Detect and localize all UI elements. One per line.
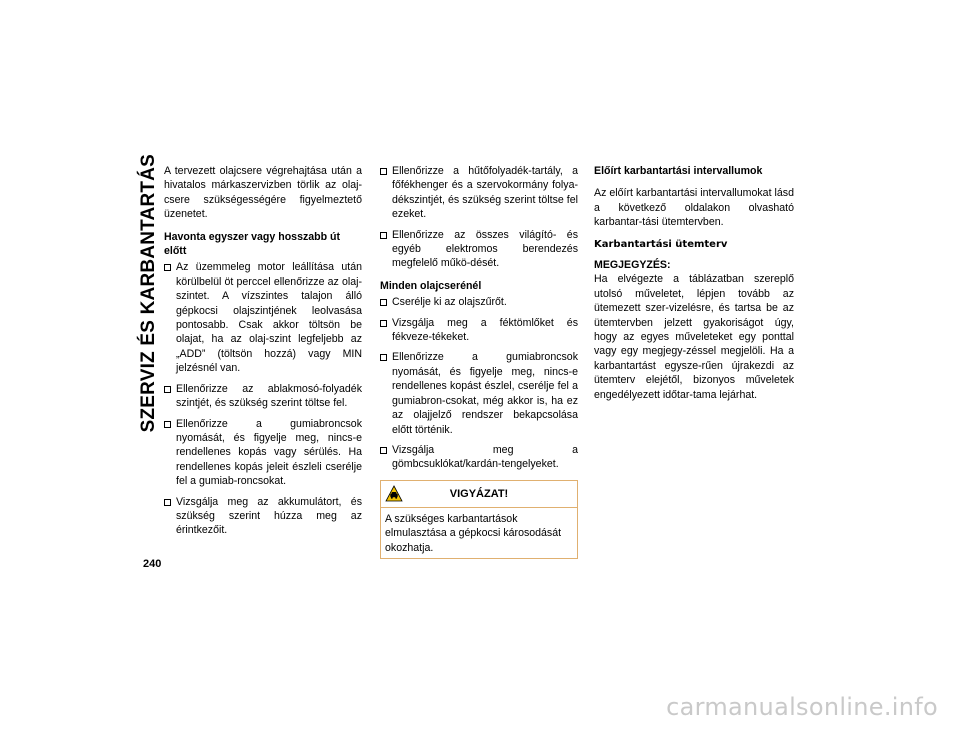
column-2 <box>380 164 578 559</box>
checkbox-icon <box>164 264 171 271</box>
monthly-heading: Havonta egyszer vagy hosszabb út előtt <box>164 230 341 258</box>
list-item: Ellenőrizze a gumiabroncsok nyomását, és figyelje meg, nincs-e rendellenes kopást észlel, cserélje fel a gumiabron-csokat, még akkor is, ha ez az olajjelző rendszer bekapcsolása előtt történik. <box>380 350 578 436</box>
list-item: Vizsgálja meg a féktömlőket és fékveze-tékeket. <box>380 316 578 345</box>
note-label: MEGJEGYZÉS: <box>594 259 671 272</box>
fluid-checklist <box>380 164 578 271</box>
column-1 <box>164 164 362 546</box>
chapter-side-title <box>137 153 160 433</box>
checkbox-icon <box>380 354 387 361</box>
checkbox-icon <box>164 386 171 393</box>
watermark: carmanualsonline.info <box>666 693 938 721</box>
list-item: Ellenőrizze az összes világító- és egyéb elektromos berendezés megfelelő műkö-dését. <box>380 228 578 271</box>
list-item: Cserélje ki az olajszűrőt. <box>380 295 578 309</box>
chapter-title-text: SZERVIZ ÉS KARBANTARTÁS <box>137 153 159 433</box>
list-item: Ellenőrizze az ablakmosó-folyadék szintjét, és szükség szerint töltse fel. <box>164 382 362 411</box>
warning-header <box>381 481 577 508</box>
checkbox-icon <box>164 499 171 506</box>
intervals-paragraph: Az előírt karbantartási intervallumokat lásd a következő oldalakon olvasható karbantar-tási ütemtervben. <box>594 187 794 229</box>
list-item: Vizsgálja meg az akkumulátort, és szükség szerint húzza meg az érintkezőit. <box>164 495 362 538</box>
checkbox-icon <box>380 320 387 327</box>
checkbox-icon <box>164 421 171 428</box>
page-number: 240 <box>143 558 162 570</box>
car-warning-icon <box>385 485 403 502</box>
oil-change-checklist <box>380 295 578 471</box>
list-item: Vizsgálja meg a gömbcsuklókat/kardán-tengelyeket. <box>380 443 578 472</box>
intervals-heading: Előírt karbantartási intervallumok <box>594 165 763 177</box>
checkbox-icon <box>380 232 387 239</box>
list-item: Ellenőrizze a gumiabroncsok nyomását, és figyelje meg, nincs-e rendellenes kopás vagy sérülés. Ha rendellenes kopás jeleit észleli cserélje fel a gumiab-roncsokat. <box>164 417 362 489</box>
checkbox-icon <box>380 447 387 454</box>
checkbox-icon <box>380 299 387 306</box>
intro-paragraph: A tervezett olajcsere végrehajtása után a hivatalos márkaszervizben törlik az olaj-csere szükségességére figyelmeztető üzenetet. <box>164 165 362 221</box>
list-item: Ellenőrizze a hűtőfolyadék-tartály, a főfékhenger és a szervokormány folya-dékszintjét, és szükség szerint töltse fel ezeket. <box>380 164 578 222</box>
warning-box <box>380 480 578 559</box>
monthly-checklist <box>164 260 362 537</box>
checkbox-icon <box>380 168 387 175</box>
note-paragraph: Ha elvégezte a táblázatban szereplő utolsó műveletet, lépjen tovább az ütemezett szer-vizelésre, és tartsa be az ütemtervben jelzett gyakoriságot úgy, hogy az egyes műveleteket egy ponttal vagy egy megjegy-zéssel megjelöli. Ha a karbantartást egysze-rűen újrakezdi az ütemterv elejétől, bizonyos műveletek engedélyezett időtar-tama lejárhat. <box>594 273 794 401</box>
column-3 <box>594 164 794 410</box>
warning-text: A szükséges karbantartások elmulasztása a gépkocsi károsodását okozhatja. <box>385 512 562 554</box>
list-item: Az üzemmeleg motor leállítása után körülbelül öt perccel ellenőrizze az olaj-szintet. A vízszintes talajon álló gépkocsi olajszintjének leolvasása pontosabb. Csak akkor töltsön be olajat, ha az olaj-szint legfeljebb az „ADD” (töltsön hozzá) vagy MIN jelzésnél van. <box>164 260 362 375</box>
oil-change-heading: Minden olajcserénél <box>380 279 482 292</box>
schedule-section-title: Karbantartási ütemterv <box>594 238 728 250</box>
warning-title: VIGYÁZAT! <box>449 487 509 500</box>
